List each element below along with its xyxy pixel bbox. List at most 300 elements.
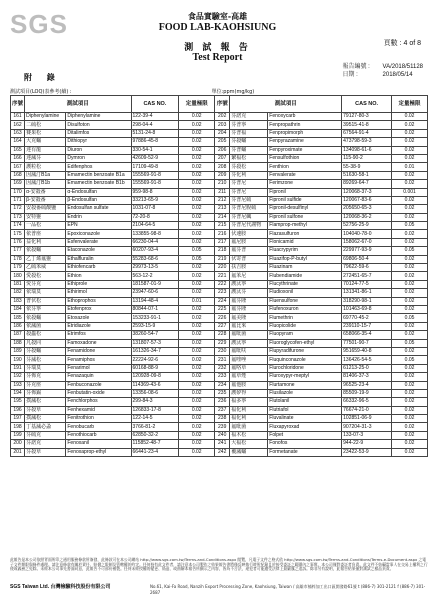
cas-number: 115-90-2 [342, 154, 392, 162]
cas-number: 133855-98-8 [131, 230, 179, 238]
item-name-cn: 福木松 [230, 431, 268, 439]
item-name-en: Ethiprole [66, 280, 131, 288]
item-name-cn: 芬殺蟎 [230, 138, 268, 146]
row-number: 183 [11, 297, 25, 305]
item-name-cn: 福化利 [230, 406, 268, 414]
cas-number: 79622-59-6 [342, 264, 392, 272]
item-name-cn: 普伏松 [25, 297, 66, 305]
item-name-cn: 護汰芬 [230, 289, 268, 297]
cas-number: 81406-37-3 [342, 373, 392, 381]
item-name-en: Fenvalerate [268, 171, 342, 179]
row-number: 188 [11, 339, 25, 347]
row-number: 212 [215, 196, 230, 204]
loq-value: 0.05 [392, 339, 428, 347]
item-name-en: Flonicamid [268, 238, 342, 246]
loq-value: 0.02 [179, 415, 215, 423]
legal-footnote: 此報告是本公司依照背面所印之通用服務條款所簽發，此條款可在本公司網站 http://www.sgs.com.tw/Terms-and-Conditions.aspx 閱覽，凡電子文件之格式依 http://www.sgs.com.tw/Terms-and-Conditions/Terms-e-Document.aspx 之電子文件期限與條件處理。請注意條款有關於責任、賠償之限制及管轄權的約定。任何持有此文件者，請注意本公司製作之結果報告書將僅反映執行時所紀錄且於接受委託之範圍內之事實。本公司僅對委託者負責。此文件不妨礙當事人在交易上權利之行使或義務之免除。未經本公司事先書面同意，此報告不可部份複製。任何未經授權的變更、偽造、或曲解本報告所顯示之內容，皆為不合法，違犯者可能遭受法律上最嚴厲之追訴。除非另有說明，此報告結果僅對測試之樣品負責。 [10, 557, 428, 572]
table-row [11, 347, 428, 355]
table-row [11, 314, 428, 322]
loq-value: 0.02 [392, 415, 428, 423]
cas-number: 89269-64-7 [342, 180, 392, 188]
cas-number: 3766-81-2 [131, 423, 179, 431]
row-number: 164 [11, 138, 25, 146]
cas-number: 120068-36-2 [342, 213, 392, 221]
row-number: 184 [11, 305, 25, 313]
item-name-cn: 依滅菌 [25, 322, 66, 330]
loq-value: 0.05 [392, 247, 428, 255]
cas-number: 72-20-8 [131, 213, 179, 221]
item-name-cn: 芬殺草 [25, 448, 66, 456]
row-number: 213 [215, 205, 230, 213]
cas-number: 951659-40-8 [342, 347, 392, 355]
row-number: 177 [11, 247, 25, 255]
row-number: 187 [11, 331, 25, 339]
row-number: 168 [11, 171, 25, 179]
loq-value: 0.02 [392, 113, 428, 121]
row-number: 198 [11, 423, 25, 431]
cas-number: 77501-90-7 [342, 339, 392, 347]
loq-value: 0.02 [179, 230, 215, 238]
item-name-en: Flutolanil [268, 398, 342, 406]
cas-number: 17109-49-8 [131, 163, 179, 171]
subhead-unit: 單位:ppm(mg/kg) [211, 89, 255, 95]
item-name-en: Formetanate [268, 448, 342, 456]
item-name-cn: 氟苯尼 [230, 272, 268, 280]
loq-value: 0.05 [179, 247, 215, 255]
item-name-en: Fluensulfone [268, 297, 342, 305]
loq-value: 0.02 [392, 129, 428, 137]
item-name-cn: 氟吡菌 [230, 331, 268, 339]
table-row [11, 188, 428, 196]
cas-number: 60207-93-4 [131, 247, 179, 255]
item-name-cn: 氟芬隆 [230, 305, 268, 313]
item-name-en: Fenitrothion [66, 415, 131, 423]
item-name-cn: 芬普福 [230, 129, 268, 137]
row-number: 204 [215, 129, 230, 137]
loq-value: 0.02 [392, 398, 428, 406]
cas-number: 5131-24-8 [131, 129, 179, 137]
item-name-en: Fenbutatin-oxide [66, 389, 131, 397]
loq-value: 0.02 [392, 205, 428, 213]
cas-number: 33213-65-9 [131, 196, 179, 204]
item-name-en: Epoxiconazole [66, 230, 131, 238]
cas-number: 38260-54-7 [131, 331, 179, 339]
cas-number: 131341-86-1 [342, 289, 392, 297]
loq-value: 0.001 [392, 188, 428, 196]
item-name-cn: 大克蟎 [25, 138, 66, 146]
item-name-cn: 護粒松 [25, 163, 66, 171]
table-row [11, 113, 428, 121]
loq-value: 0.02 [179, 196, 215, 204]
cas-number: 229977-93-9 [342, 247, 392, 255]
cas-number: 134098-61-6 [342, 146, 392, 154]
loq-value: 0.02 [179, 213, 215, 221]
table-row [11, 423, 428, 431]
loq-value: 0.02 [392, 440, 428, 448]
row-number: 192 [11, 373, 25, 381]
item-name-cn: 芬殺松 [230, 163, 268, 171]
table-row [11, 322, 428, 330]
item-name-cn: 芬諾克 [230, 113, 268, 121]
item-name-cn: 乙丁烯氟靈 [25, 255, 66, 263]
loq-value: 0.02 [179, 154, 215, 162]
item-name-cn: 伏寄普 [230, 255, 268, 263]
row-number: 166 [11, 154, 25, 162]
cas-number: 69806-50-4 [342, 255, 392, 263]
table-row [11, 406, 428, 414]
cas-number: 181587-01-9 [131, 280, 179, 288]
loq-value: 0.02 [392, 138, 428, 146]
item-name-en: α-Endosulfan [66, 188, 131, 196]
cas-number: 39515-41-8 [342, 121, 392, 129]
item-name-en: Ditalimfos [66, 129, 131, 137]
row-number: 241 [215, 440, 230, 448]
cas-number: 122-14-5 [131, 415, 179, 423]
item-name-en: Fenamiphos [66, 356, 131, 364]
cas-number: 29973-13-5 [131, 264, 179, 272]
cas-number: 205650-65-3 [342, 205, 392, 213]
row-number: 200 [11, 440, 25, 448]
item-name-cn: Diphenylamine [25, 113, 66, 121]
item-name-cn: 益化利 [25, 238, 66, 246]
item-name-en: Fluopicolide [268, 322, 342, 330]
table-row [11, 389, 428, 397]
cas-number: 131807-57-3 [131, 339, 179, 347]
item-name-en: Flutriafol [268, 406, 342, 414]
cas-number: 2593-15-9 [131, 322, 179, 330]
cas-number: 161326-34-7 [131, 347, 179, 355]
row-number: 240 [215, 431, 230, 439]
subhead-title: 測試項目(LOQ)表參考(續) : [10, 89, 72, 95]
loq-value: 0.02 [179, 331, 215, 339]
item-name-en: Folpet [268, 431, 342, 439]
item-name-en: Fluroxypyr-meptyl [268, 373, 342, 381]
item-name-en: Fipronil-desulfinyl [268, 205, 342, 213]
item-name-cn: 護汰寧 [230, 280, 268, 288]
loq-value: 0.02 [179, 146, 215, 154]
cas-number: 22224-92-6 [131, 356, 179, 364]
item-name-en: Endosulfan sulfate [66, 205, 131, 213]
row-number: 218 [215, 247, 230, 255]
cas-number: 158062-67-0 [342, 238, 392, 246]
cas-number: 67564-91-4 [342, 129, 392, 137]
row-number: 222 [215, 280, 230, 288]
item-name-cn: 達有龍 [25, 146, 66, 154]
item-name-cn: 芬克座 [25, 381, 66, 389]
loq-value: 0.02 [179, 373, 215, 381]
item-name-cn: 一品松 [25, 222, 66, 230]
cas-number: 55-38-9 [342, 163, 392, 171]
row-number: 197 [11, 415, 25, 423]
loq-value: 0.02 [392, 121, 428, 129]
loq-value: 0.02 [392, 297, 428, 305]
table-row [11, 331, 428, 339]
cas-number: 66332-96-5 [342, 398, 392, 406]
row-number: 171 [11, 196, 25, 204]
row-number: 175 [11, 230, 25, 238]
table-row [11, 238, 428, 246]
item-name-en: Etofenprox [66, 305, 131, 313]
item-name-en: Fipronil sulfide [268, 196, 342, 204]
cas-number: 318290-98-1 [342, 297, 392, 305]
table-row [11, 230, 428, 238]
row-number: 199 [11, 431, 25, 439]
table-row [11, 213, 428, 221]
loq-value: 0.02 [179, 188, 215, 196]
row-number: 189 [11, 347, 25, 355]
row-number: 196 [11, 406, 25, 414]
table-subhead [10, 88, 430, 95]
report-title-cn: 測 試 報 告 [184, 43, 251, 53]
col-no: 序號 [11, 96, 25, 113]
row-number: 176 [11, 238, 25, 246]
cas-number: 563-12-2 [131, 272, 179, 280]
cas-number: 96525-23-4 [342, 381, 392, 389]
row-number: 227 [215, 322, 230, 330]
row-number: 201 [11, 448, 25, 456]
item-name-cn: 因滅汀B1b [25, 180, 66, 188]
item-name-cn: 安殺番硫酸鹽 [25, 205, 66, 213]
item-name-cn: 丁基滅必蝨 [25, 423, 66, 431]
item-name-en: Fluxapyroxad [268, 423, 342, 431]
table-row [11, 431, 428, 439]
item-name-cn: 因滅汀B1a [25, 171, 66, 179]
loq-value: 0.02 [392, 255, 428, 263]
table-row [11, 138, 428, 146]
cas-number: 126833-17-8 [131, 406, 179, 414]
item-name-cn: 護汰寧 [230, 339, 268, 347]
cas-number: 155569-91-8 [131, 171, 179, 179]
loq-value: 0.02 [179, 398, 215, 406]
item-name-cn: 氟尼胺 [230, 238, 268, 246]
item-name-en: Etoxazole [66, 314, 131, 322]
row-number: 242 [215, 448, 230, 456]
item-name-en: Ethiofencarb [66, 264, 131, 272]
item-name-cn: 凡殺同 [25, 339, 66, 347]
loq-value: 0.02 [392, 389, 428, 397]
item-name-en: Fonofos [268, 440, 342, 448]
cas-number: 298-04-4 [131, 121, 179, 129]
item-name-en: Flufenoxuron [268, 305, 342, 313]
row-number: 208 [215, 163, 230, 171]
row-number: 234 [215, 381, 230, 389]
cas-number: 51630-58-1 [342, 171, 392, 179]
loq-value: 0.05 [392, 356, 428, 364]
item-name-cn: 芬化利 [230, 171, 268, 179]
table-row [11, 373, 428, 381]
loq-value: 0.01 [179, 297, 215, 305]
item-name-en: Fenchlorphos [66, 398, 131, 406]
row-number: 233 [215, 373, 230, 381]
row-number: 221 [215, 272, 230, 280]
row-number: 214 [215, 213, 230, 221]
appendix-heading: 附 錄 [24, 72, 61, 82]
cas-number: 122-39-4 [131, 113, 179, 121]
item-name-en: Fenthion [268, 163, 342, 171]
table-row [11, 255, 428, 263]
table-row [11, 196, 428, 204]
row-number: 191 [11, 364, 25, 372]
loq-value: 0.02 [179, 272, 215, 280]
item-name-cn: 芬普蟎 [230, 146, 268, 154]
cas-number: 76674-21-0 [342, 406, 392, 414]
loq-value: 0.02 [392, 154, 428, 162]
item-name-cn: 氟芬普 [230, 247, 268, 255]
loq-value: 0.02 [392, 171, 428, 179]
item-name-en: Flusilazole [268, 389, 342, 397]
loq-value: 0.02 [179, 129, 215, 137]
item-name-cn: 氟美隆 [230, 314, 268, 322]
row-number: 163 [11, 129, 25, 137]
cas-number: 61213-25-0 [342, 364, 392, 372]
item-name-en: Diphenylamine [66, 113, 131, 121]
row-number: 172 [11, 205, 25, 213]
item-name-en: Ethion [66, 272, 131, 280]
item-name-en: Fludioxonil [268, 289, 342, 297]
loq-value: 0.02 [179, 121, 215, 129]
item-name-en: Ethirimol [66, 289, 131, 297]
item-name-cn: 愛芬克 [25, 280, 66, 288]
item-name-en: Fenpropimorph [268, 129, 342, 137]
row-number: 238 [215, 415, 230, 423]
row-number: 181 [11, 280, 25, 288]
loq-value: 0.02 [392, 146, 428, 154]
report-meta [343, 63, 423, 79]
item-name-cn: 芬普尼 [230, 180, 268, 188]
table-row [11, 272, 428, 280]
loq-value: 0.02 [179, 431, 215, 439]
cas-number: 120928-09-8 [131, 373, 179, 381]
row-number: 207 [215, 154, 230, 162]
item-name-cn: α-安殺番 [25, 188, 66, 196]
item-name-en: Emamectin benzoate B1b [66, 180, 131, 188]
loq-value: 0.05 [179, 255, 215, 263]
item-name-cn: 氟芬隆 [230, 297, 268, 305]
item-name-en: Fensulfothion [268, 154, 342, 162]
item-name-en: β-Endosulfan [66, 196, 131, 204]
loq-value: 0.02 [179, 381, 215, 389]
table-row [11, 264, 428, 272]
item-name-cn: 芬硫克 [25, 431, 66, 439]
item-name-en: Fenpyrazamine [268, 138, 342, 146]
table-row [11, 364, 428, 372]
item-name-cn: 殺蟲松 [25, 331, 66, 339]
loq-value: 0.02 [392, 347, 428, 355]
item-name-en: Fenhexamid [66, 406, 131, 414]
loq-value: 0.02 [392, 322, 428, 330]
table-row [11, 121, 428, 129]
item-name-cn: 芬普寧 [230, 121, 268, 129]
row-number: 202 [215, 113, 230, 121]
cas-number: 85509-19-9 [342, 389, 392, 397]
loq-value: 0.02 [179, 448, 215, 456]
cas-number: 153233-91-1 [131, 314, 179, 322]
item-name-en: Fenamidone [66, 347, 131, 355]
loq-value: 0.02 [392, 196, 428, 204]
cas-number: 79127-80-3 [342, 113, 392, 121]
item-name-en: Famoxadone [66, 339, 131, 347]
loq-value: 0.02 [392, 213, 428, 221]
cas-number: 155569-91-8 [131, 180, 179, 188]
item-name-en: Diuron [66, 146, 131, 154]
cas-number: 13194-48-4 [131, 297, 179, 305]
table-row [11, 339, 428, 347]
cas-number: 473798-59-3 [342, 138, 392, 146]
row-number: 220 [215, 264, 230, 272]
item-name-cn: 依芬寧 [25, 305, 66, 313]
item-name-cn: 芬殺草 [25, 406, 66, 414]
loq-value: 0.02 [179, 238, 215, 246]
cas-number: 104040-78-0 [342, 230, 392, 238]
item-name-cn: 大福松 [230, 440, 268, 448]
table-row [11, 356, 428, 364]
date-label: 日期 : [342, 72, 358, 78]
row-number: 169 [11, 180, 25, 188]
loq-value: 0.02 [392, 180, 428, 188]
item-name-cn: 芬普尼脫硫 [230, 205, 268, 213]
row-number: 165 [11, 146, 25, 154]
loq-value: 0.02 [392, 364, 428, 372]
cas-number: 115852-48-7 [131, 440, 179, 448]
row-number: 174 [11, 222, 25, 230]
cas-number: 23422-53-9 [342, 448, 392, 456]
item-name-cn: 乙硫苯威 [25, 264, 66, 272]
item-name-en: Ethoprophos [66, 297, 131, 305]
item-name-cn: 護矽得 [230, 389, 268, 397]
row-number: 217 [215, 238, 230, 246]
table-row [11, 171, 428, 179]
item-name-cn: 撲滅松 [25, 398, 66, 406]
loq-value: 0.02 [179, 171, 215, 179]
item-name-cn: 氟喹唑 [230, 356, 268, 364]
item-name-en: Flumethrin [268, 314, 342, 322]
loq-value: 0.02 [179, 289, 215, 297]
row-number: 239 [215, 423, 230, 431]
row-number: 182 [11, 289, 25, 297]
row-number: 229 [215, 339, 230, 347]
item-name-cn: 安特靈 [25, 213, 66, 221]
item-name-en: Dymron [66, 154, 131, 162]
item-name-en: Flurochloridone [268, 364, 342, 372]
cas-number: 239110-15-7 [342, 322, 392, 330]
item-name-en: Flurtamone [268, 381, 342, 389]
table-row [11, 222, 428, 230]
item-name-cn: 福化利 [230, 415, 268, 423]
report-no: VA/2018/51128 [382, 64, 423, 70]
loq-value: 0.02 [179, 113, 215, 121]
row-number: 195 [11, 398, 25, 406]
cas-number: 907204-31-3 [342, 423, 392, 431]
col-loq: 定量極限 [392, 96, 428, 113]
row-number: 223 [215, 289, 230, 297]
table-row [11, 180, 428, 188]
item-name-en: Etrimfos [66, 331, 131, 339]
item-name-cn: β-安殺番 [25, 196, 66, 204]
loq-value: 0.05 [392, 314, 428, 322]
item-name-cn: 氟咯草 [230, 364, 268, 372]
cas-number: 944-22-9 [342, 440, 392, 448]
cas-number: 2104-64-5 [131, 222, 179, 230]
item-name-cn: 氟他胺 [230, 381, 268, 389]
loq-value: 0.02 [179, 205, 215, 213]
table-row [11, 297, 428, 305]
loq-value: 0.01 [392, 163, 428, 171]
item-name-en: Flupyradifurone [268, 347, 342, 355]
item-name-en: Fluvalinate [268, 415, 342, 423]
item-name-en: Fipronil sulfone [268, 213, 342, 221]
cas-number: 13356-08-6 [131, 389, 179, 397]
item-name-en: Fluoroglycofen-ethyl [268, 339, 342, 347]
